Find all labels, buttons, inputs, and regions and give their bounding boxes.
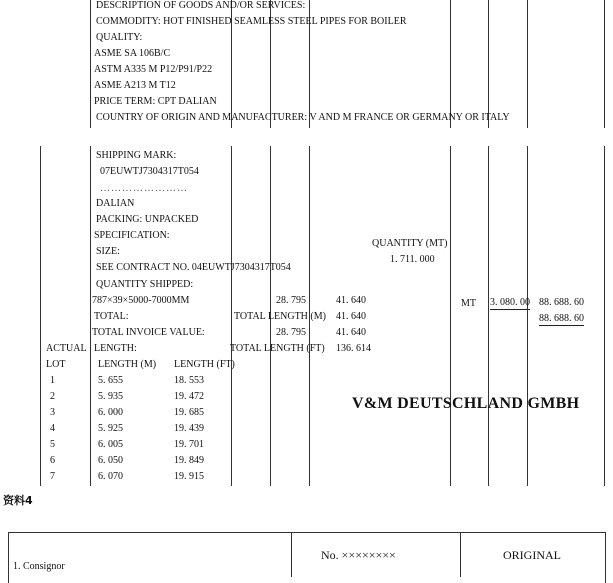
total-invoice-value-2: 41. 640 xyxy=(336,327,366,338)
lot-number: 4 xyxy=(50,423,55,434)
lot-number: 2 xyxy=(50,391,55,402)
spec-line: 787×39×5000-7000MM xyxy=(92,295,190,306)
consignor-label: 1. Consignor xyxy=(13,561,65,572)
specification-label: SPECIFICATION: xyxy=(94,230,170,241)
contract-line: SEE CONTRACT NO. 04EUWTJ7304317T054 xyxy=(96,262,291,273)
quality-line-3: ASME A213 M T12 xyxy=(94,80,176,91)
lot-length-ft: 19. 472 xyxy=(174,391,204,402)
total-length-ft-label: TOTAL LENGTH (FT) xyxy=(230,343,325,354)
dotted-separator: …………………… xyxy=(100,183,188,194)
lot-length-m: 6. 070 xyxy=(98,471,123,482)
length-m-header: LENGTH (M) xyxy=(98,359,157,370)
total-label: TOTAL: xyxy=(94,311,129,322)
shipping-mark-code: 07EUWTJ7304317T054 xyxy=(100,166,199,177)
amount-1: 88. 688. 60 xyxy=(539,297,584,308)
destination-text: DALIAN xyxy=(96,198,135,209)
lot-number: 3 xyxy=(50,407,55,418)
lot-length-m: 5. 655 xyxy=(98,375,123,386)
packing-line: PACKING: UNPACKED xyxy=(96,214,199,225)
certificate-number: No. ×××××××× xyxy=(321,548,396,562)
quality-line-1: ASME SA 106B/C xyxy=(94,48,171,59)
unit-text: MT xyxy=(461,298,476,309)
price-term-line: PRICE TERM: CPT DALIAN xyxy=(94,96,217,107)
quantity-header: QUANTITY (MT) xyxy=(372,238,448,249)
lot-length-ft: 18. 553 xyxy=(174,375,204,386)
total-length-m-value: 41. 640 xyxy=(336,311,366,322)
spec-value-2: 41. 640 xyxy=(336,295,366,306)
lot-length-ft: 19. 849 xyxy=(174,455,204,466)
lot-length-m: 6. 000 xyxy=(98,407,123,418)
lot-length-m: 6. 005 xyxy=(98,439,123,450)
lot-number: 6 xyxy=(50,455,55,466)
total-invoice-value-1: 28. 795 xyxy=(276,327,306,338)
lot-number: 7 xyxy=(50,471,55,482)
section-tag: 资料4 xyxy=(3,494,33,507)
original-label: ORIGINAL xyxy=(503,548,561,562)
lot-header: LOT xyxy=(46,359,66,370)
amount-2: 88. 688. 60 xyxy=(539,313,584,324)
length-ft-header: LENGTH (FT) xyxy=(174,359,235,370)
quality-label: QUALITY: xyxy=(96,32,143,43)
total-invoice-label: TOTAL INVOICE VALUE: xyxy=(92,327,205,338)
company-stamp: V&M DEUTSCHLAND GMBH xyxy=(352,395,580,412)
length-label: LENGTH: xyxy=(94,343,137,354)
lot-number: 5 xyxy=(50,439,55,450)
quantity-shipped-label: QUANTITY SHIPPED: xyxy=(96,279,194,290)
lot-length-m: 5. 925 xyxy=(98,423,123,434)
lot-length-ft: 19. 439 xyxy=(174,423,204,434)
lot-length-ft: 19. 685 xyxy=(174,407,204,418)
quantity-value: 1. 711. 000 xyxy=(390,254,435,265)
total-length-ft-value: 136. 614 xyxy=(336,343,371,354)
lot-length-ft: 19. 915 xyxy=(174,471,204,482)
size-label: SIZE: xyxy=(96,246,120,257)
description-heading: DESCRIPTION OF GOODS AND/OR SERVICES: xyxy=(96,0,306,11)
lot-length-m: 5. 935 xyxy=(98,391,123,402)
lot-length-m: 6. 050 xyxy=(98,455,123,466)
spec-value-1: 28. 795 xyxy=(276,295,306,306)
lot-number: 1 xyxy=(50,375,55,386)
country-origin-line: COUNTRY OF ORIGIN AND MANUFACTURER: V AND M FRANCE OR GERMANY OR ITALY xyxy=(96,112,510,123)
actual-label: ACTUAL xyxy=(46,343,87,354)
unit-price: 3. 080. 00 xyxy=(490,297,530,308)
commodity-line: COMMODITY: HOT FINISHED SEAMLESS STEEL PIPES FOR BOILER xyxy=(96,16,407,27)
lot-length-ft: 19. 701 xyxy=(174,439,204,450)
total-length-m-label: TOTAL LENGTH (M) xyxy=(234,311,326,322)
quality-line-2: ASTM A335 M P12/P91/P22 xyxy=(94,64,213,75)
shipping-mark-label: SHIPPING MARK: xyxy=(96,150,177,161)
